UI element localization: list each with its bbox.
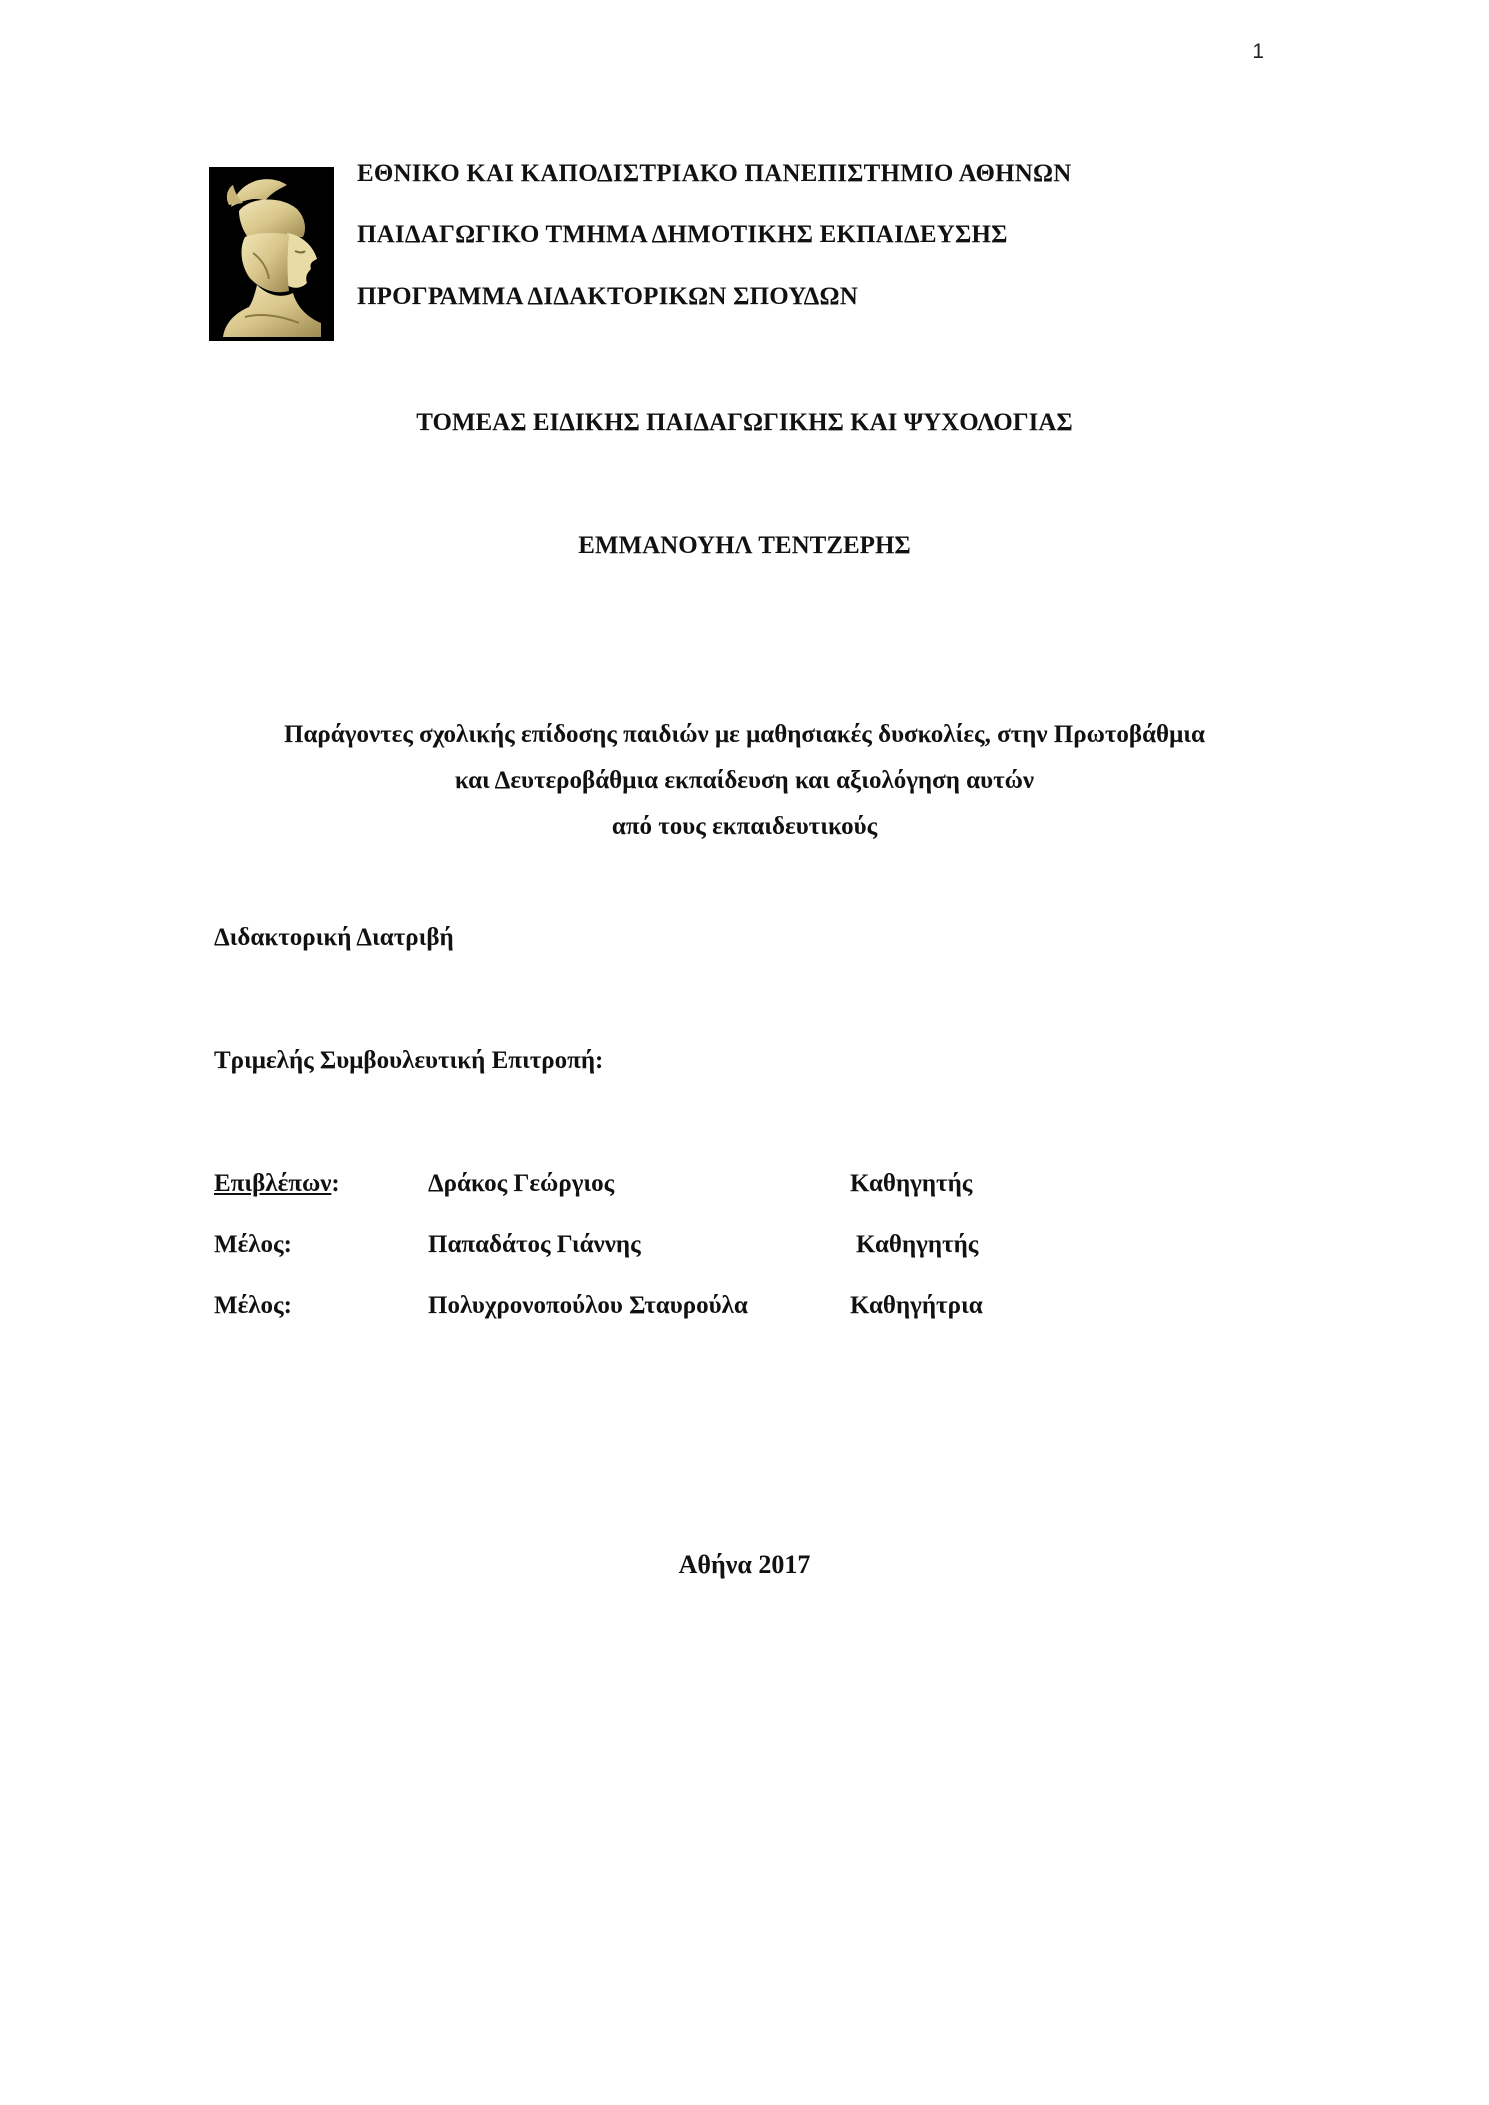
university-name: ΕΘΝΙΚΟ ΚΑΙ ΚΑΠΟΔΙΣΤΡΙΑΚΟ ΠΑΝΕΠΙΣΤΗΜΙΟ ΑΘΗΝΩΝ [357, 160, 1072, 187]
thesis-title-line-1: Παράγοντες σχολικής επίδοσης παιδιών με μαθησιακές δυσκολίες, στην Πρωτοβάθμια [284, 721, 1205, 748]
page-number: 1 [1252, 40, 1264, 63]
committee-member-title: Καθηγητής [850, 1170, 973, 1197]
committee-member-name: Δράκος Γεώργιος [428, 1170, 615, 1197]
committee-member-title: Καθηγήτρια [850, 1292, 983, 1319]
athena-emblem-icon [209, 167, 334, 341]
thesis-title-line-2: και Δευτεροβάθμια εκπαίδευση και αξιολόγηση αυτών [454, 767, 1035, 794]
thesis-title-line-3: από τους εκπαιδευτικούς [611, 813, 878, 840]
supervisor-colon: : [331, 1170, 340, 1197]
committee-role-member: Μέλος: [214, 1292, 292, 1319]
committee-heading: Τριμελής Συμβουλευτική Επιτροπή: [214, 1047, 604, 1074]
committee-role-supervisor [214, 1170, 340, 1198]
supervisor-label: Επιβλέπων [214, 1170, 332, 1197]
document-type: Διδακτορική Διατριβή [214, 924, 454, 951]
committee-member-name: Παπαδάτος Γιάννης [428, 1231, 641, 1258]
sector-heading: ΤΟΜΕΑΣ ΕΙΔΙΚΗΣ ΠΑΙΔΑΓΩΓΙΚΗΣ ΚΑΙ ΨΥΧΟΛΟΓΙΑΣ [416, 409, 1073, 436]
committee-role-member: Μέλος: [214, 1231, 292, 1258]
committee-member-title: Καθηγητής [856, 1231, 979, 1258]
program-name: ΠΡΟΓΡΑΜΜΑ ΔΙΔΑΚΤΟΡΙΚΩΝ ΣΠΟΥΔΩΝ [357, 283, 858, 310]
committee-member-name: Πολυχρονοπούλου Σταυρούλα [428, 1292, 748, 1319]
author-name: ΕΜΜΑΝΟΥΗΛ ΤΕΝΤΖΕΡΗΣ [578, 532, 911, 559]
department-name: ΠΑΙΔΑΓΩΓΙΚΟ ΤΜΗΜΑ ΔΗΜΟΤΙΚΗΣ ΕΚΠΑΙΔΕΥΣΗΣ [357, 221, 1008, 248]
place-and-year: Αθήνα 2017 [678, 1550, 811, 1579]
